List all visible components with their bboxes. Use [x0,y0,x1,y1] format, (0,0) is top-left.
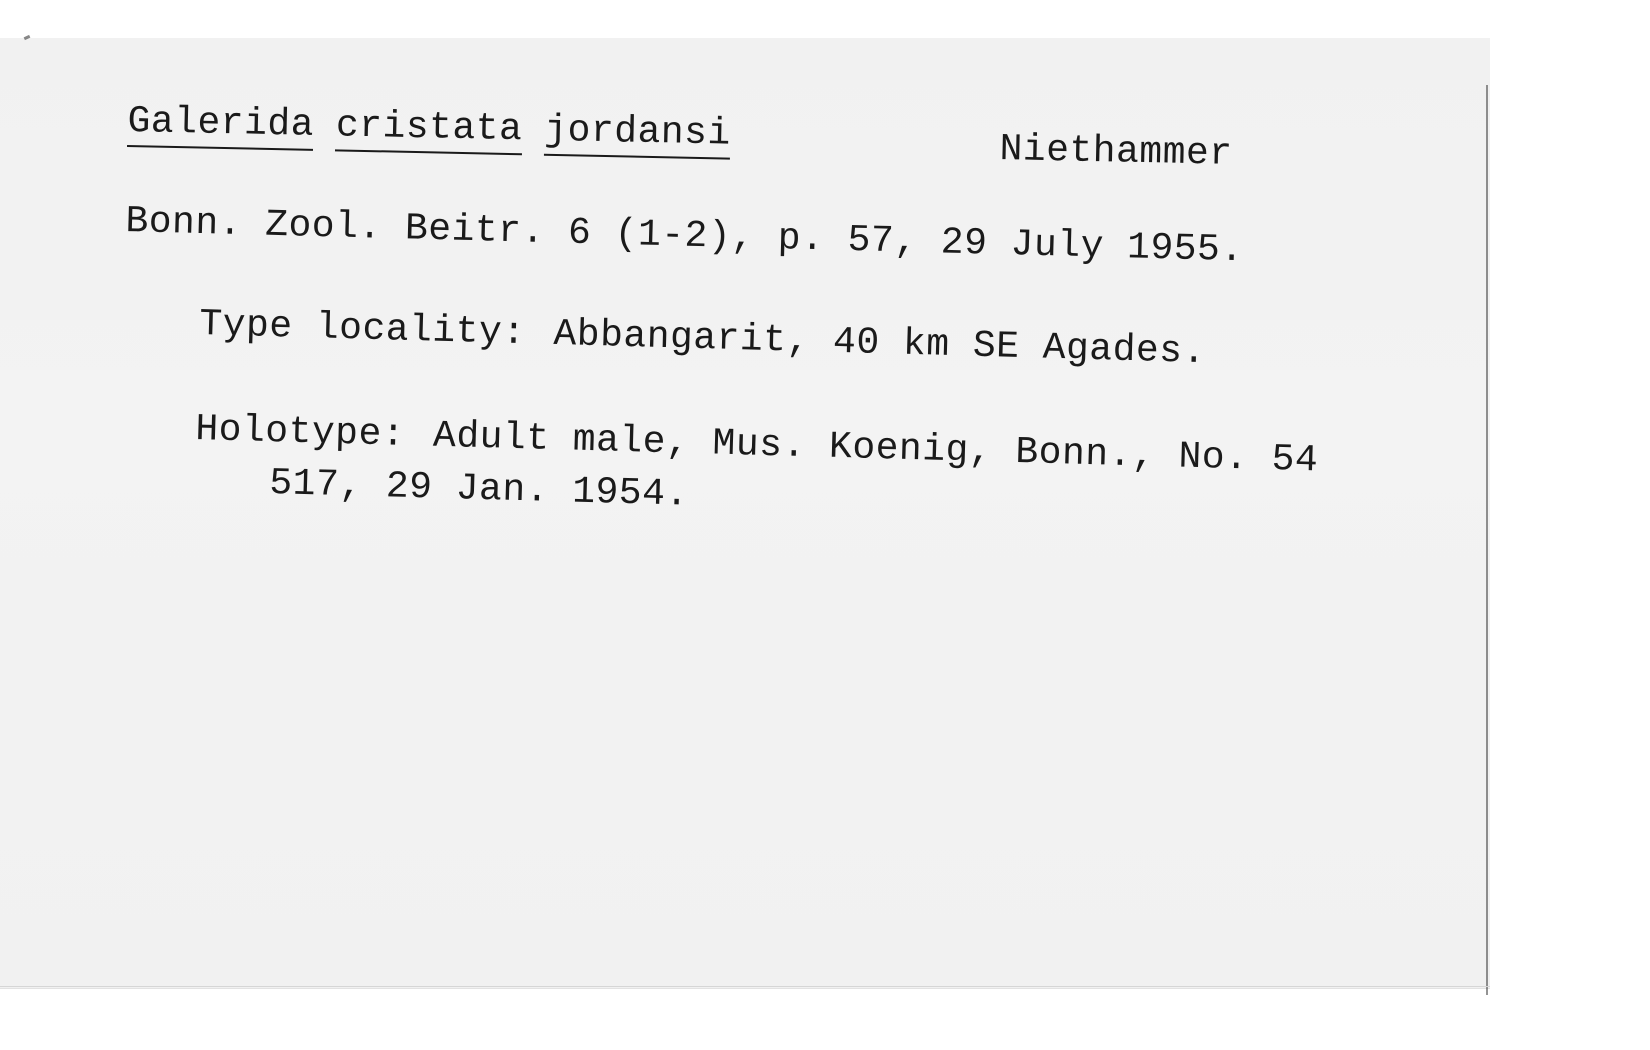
card-bottom-edge [0,986,1490,987]
taxon-genus: Galerida [127,100,314,151]
publication-citation: Bonn. Zool. Beitr. 6 (1-2), p. 57, 29 July 1955. [124,200,1245,273]
holotype-value-line1: Adult male, Mus. Koenig, Bonn., No. 54 [432,414,1319,483]
type-locality-value: Abbangarit, 40 km SE Agades. [552,312,1207,375]
card-right-edge [1486,85,1488,995]
taxon-author: Niethammer [999,128,1233,176]
holotype-label: Holotype: [194,408,406,457]
taxon-subspecies: jordansi [544,109,731,160]
index-card [0,38,1490,988]
holotype-value-line2: 517, 29 Jan. 1954. [268,462,690,517]
type-locality-label: Type locality: [198,303,527,356]
taxon-species: cristata [335,104,522,155]
